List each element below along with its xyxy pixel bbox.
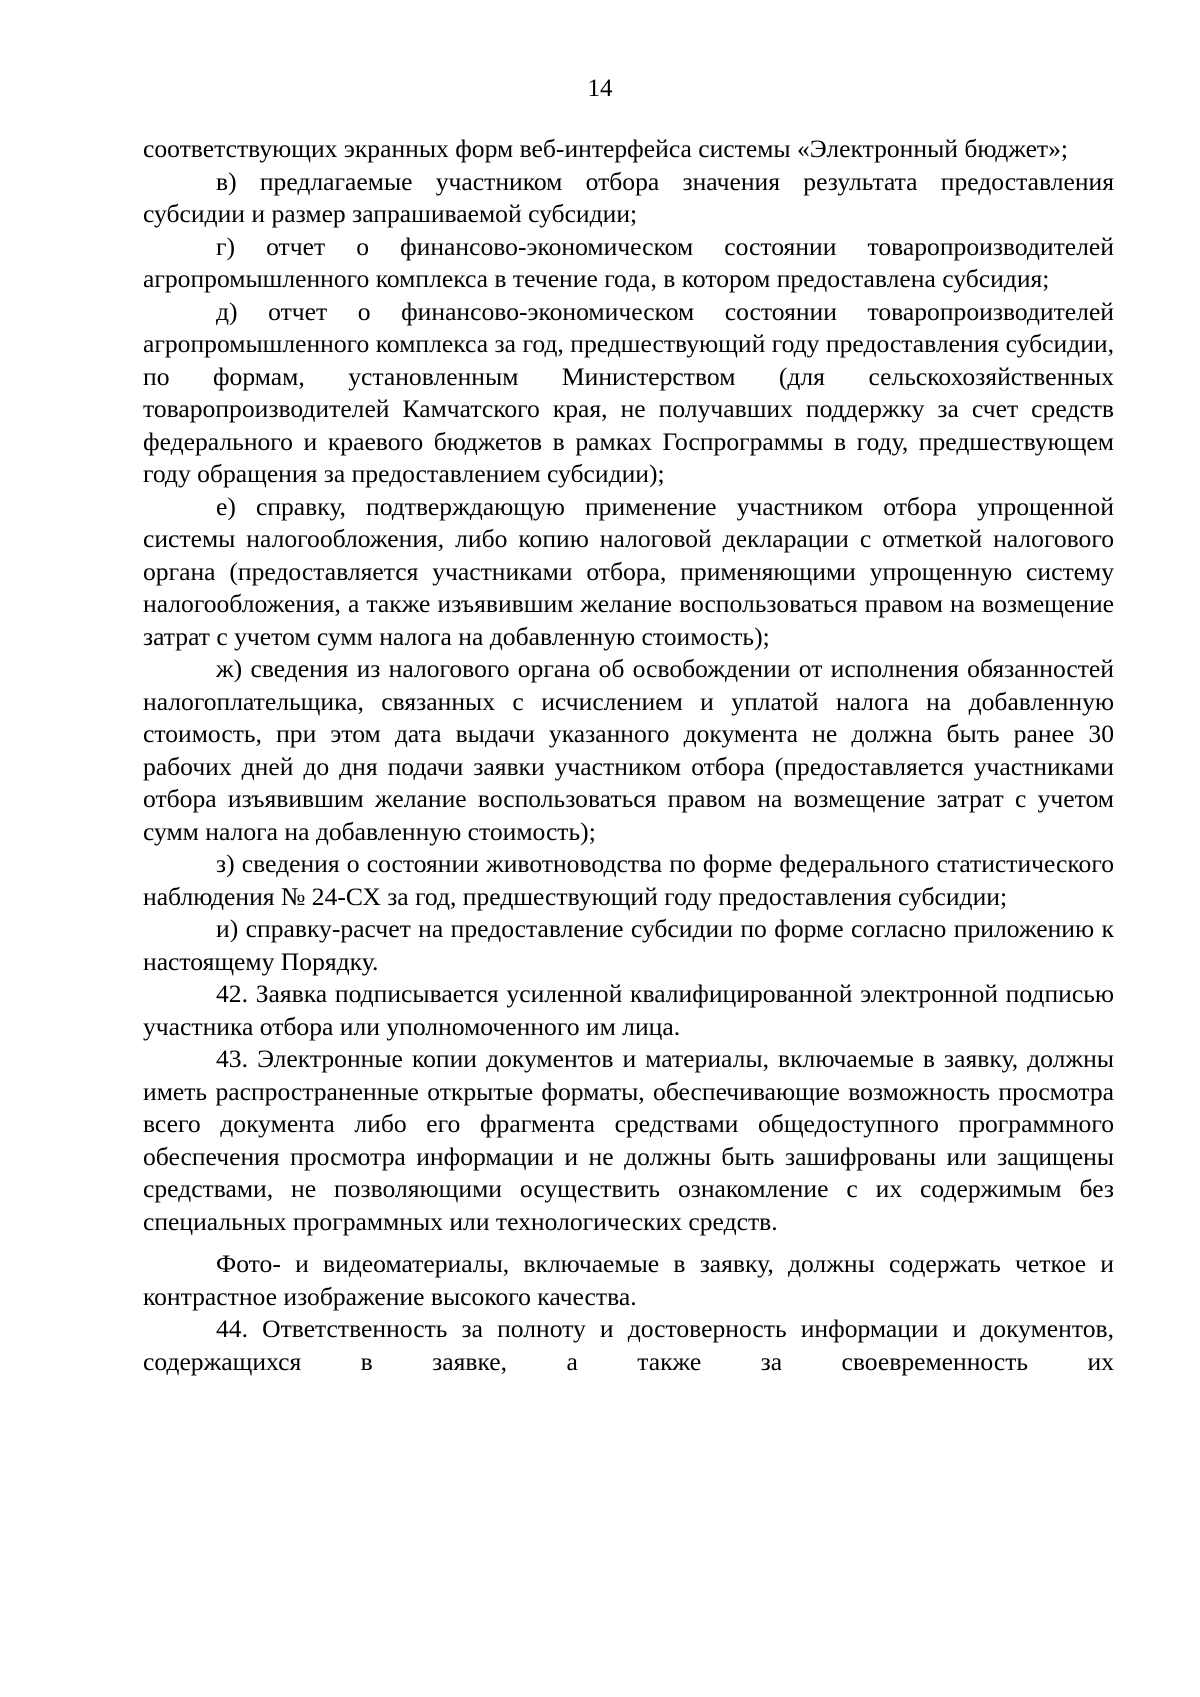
paragraph-item-e: е) справку, подтверждающую применение участником отбора упрощенной системы налогообложения, либо копию налоговой декларации с отметкой налогового органа (предоставляется участниками отбора, применяющими упрощенную систему налогообложения, а также изъявившим желание воспользоваться правом на возмещение затрат с учетом сумм налога на добавленную стоимость);: [143, 491, 1114, 651]
paragraph-item-zh: ж) сведения из налогового органа об освобождении от исполнения обязанностей налогоплательщика, связанных с исчислением и уплатой налога на добавленную стоимость, при этом дата выдачи указанного документа не должна быть ранее 30 рабочих дней до дня подачи заявки участником отбора (предоставляется участниками отбора изъявившим желание воспользоваться правом на возмещение затрат с учетом сумм налога на добавленную стоимость);: [143, 654, 1114, 846]
page-number: 14: [587, 75, 613, 102]
document-body: [143, 133, 1114, 1378]
paragraph-item-i: и) справку-расчет на предоставление субсидии по форме согласно приложению к настоящему Порядку.: [143, 914, 1114, 976]
paragraph-clause-42: 42. Заявка подписывается усиленной квалифицированной электронной подписью участника отбора или уполномоченного им лица.: [143, 979, 1114, 1041]
paragraph-clause-43: 43. Электронные копии документов и материалы, включаемые в заявку, должны иметь распространенные открытые форматы, обеспечивающие возможность просмотра всего документа либо его фрагмента средствами общедоступного программного обеспечения просмотра информации и не должны быть зашифрованы или защищены средствами, не позволяющими осуществить ознакомление с их содержимым без специальных программных или технологических средств.: [143, 1044, 1114, 1236]
paragraph-item-v: в) предлагаемые участником отбора значения результата предоставления субсидии и размер запрашиваемой субсидии;: [143, 166, 1114, 228]
paragraph-clause-43-photo: Фото- и видеоматериалы, включаемые в заявку, должны содержать четкое и контрастное изображение высокого качества.: [143, 1249, 1114, 1311]
paragraph-continuation: соответствующих экранных форм веб-интерфейса системы «Электронный бюджет»;: [143, 134, 1069, 163]
paragraph-clause-44: 44. Ответственность за полноту и достоверность информации и документов, содержащихся в заявке, а также за своевременность их: [143, 1314, 1114, 1376]
paragraph-item-z: з) сведения о состоянии животноводства по форме федерального статистического наблюдения № 24-СХ за год, предшествующий году предоставления субсидии;: [143, 849, 1114, 911]
paragraph-item-d: д) отчет о финансово-экономическом состоянии товаропроизводителей агропромышленного комплекса за год, предшествующий году предоставления субсидии, по формам, установленным Министерством (для сельскохозяйственных товаропроизводителей Камчатского края, не получавших поддержку за счет средств федерального и краевого бюджетов в рамках Госпрограммы в году, предшествующем году обращения за предоставлением субсидии);: [143, 296, 1114, 488]
paragraph-item-g: г) отчет о финансово-экономическом состоянии товаропроизводителей агропромышленного комплекса в течение года, в котором предоставлена субсидия;: [143, 231, 1114, 293]
